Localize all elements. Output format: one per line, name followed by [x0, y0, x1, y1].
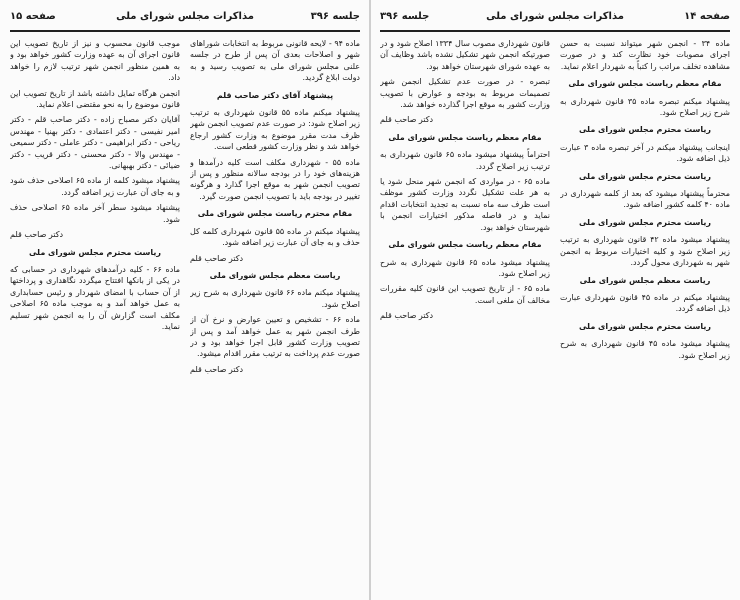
paragraph: ماده ۶۶ - تشخیص و تعیین عوارض و نرخ آن از طرف انجمن شهر به عمل خواهد آمد و پس از تصویب وزارت کشور قابل اجرا خواهد بود و در صورت عدم پرداخت به ترتیب مقرر اقدام میشود. — [190, 315, 360, 359]
section-heading: ریاست معظم مجلس شورای ملی — [579, 275, 711, 285]
paragraph: ماده ۳۴ - انجمن شهر میتواند نسبت به حسن اجرای مصوبات خود نظارت کند و در صورت مشاهده تخلف مراتب را کتباً به شهردار اعلام نماید. — [560, 39, 730, 71]
paragraph: ماده ۶۶ - کلیه درآمدهای شهرداری در حسابی که در یکی از بانکها افتتاح میگردد نگاهداری و پرداختها از آن حساب با امضای شهردار و رئیس حسابداری به عمل خواهد آمد و به موجب ماده ۶۵ اصلاحی مکلف است گزارش آن را به انجمن شهر تسلیم نماید. — [10, 264, 180, 331]
right-page-running-title: مذاکرات مجلس شورای ملی — [486, 11, 624, 22]
section-heading: ریاست محترم مجلس شورای ملی — [578, 321, 712, 331]
section-heading: مقام معظم ریاست مجلس شورای ملی — [388, 132, 542, 142]
paragraph: ماده ۶۵ - از تاریخ تصویب این قانون کلیه مقررات مخالف آن ملغی است. — [380, 284, 550, 305]
paragraph: پیشنهاد میکنم ماده ۵۵ قانون شهرداری به ترتیب زیر اصلاح شود: در صورت عدم تصویب انجمن شهر ظرف مدت مقرر موضوع به وزارت کشور ارجاع خواهد شد و نظر وزارت کشور قطعی است. — [190, 108, 360, 152]
section-heading: ریاست محترم مجلس شورای ملی — [28, 247, 162, 257]
signature-line: دکتر صاحب قلم — [380, 115, 434, 125]
paragraph: موجب قانون محسوب و نیز از تاریخ تصویب این قانون اجرای آن به عهده وزارت کشور خواهد بود و به همین منظور انجمن شهر ترتیب لازم را خواهد داد. — [10, 39, 180, 83]
section-heading: ریاست محترم مجلس شورای ملی — [578, 171, 712, 181]
right-page-header — [380, 8, 730, 32]
section-heading: ریاست معظم مجلس شورای ملی — [209, 270, 341, 280]
paragraph: پیشنهاد میکنم ماده ۶۶ قانون شهرداری به شرح زیر اصلاح شود. — [190, 288, 360, 309]
left-page-number: صفحه ۱۵ — [10, 11, 56, 22]
paragraph: احتراماً پیشنهاد میشود ماده ۶۵ قانون شهرداری به ترتیب زیر اصلاح گردد. — [380, 150, 550, 171]
section-heading: مقام معظم ریاست مجلس شورای ملی — [568, 79, 722, 89]
section-heading: پیشنهاد آقای دکتر صاحب قلم — [216, 90, 334, 100]
right-page-session: جلسه ۳۹۶ — [380, 11, 430, 22]
section-heading: ریاست محترم مجلس شورای ملی — [578, 125, 712, 135]
paragraph: پیشنهاد میکنم در ماده ۵۵ قانون شهرداری کلمه کل حذف و به جای آن عبارت زیر اضافه شود. — [190, 226, 360, 248]
section-heading: مقام محترم ریاست مجلس شورای ملی — [197, 209, 353, 219]
paragraph: ماده ۵۵ - شهرداری مکلف است کلیه درآمدها و هزینه‌های خود را در بودجه سالانه منظور و پس از تصویب انجمن شهر به موقع اجرا گذارد و هرگونه تغییر در بودجه باید با تصویب انجمن صورت گیرد. — [190, 157, 360, 201]
paragraph: پیشنهاد میکنم تبصره ماده ۳۵ قانون شهرداری به شرح زیر اصلاح شود. — [560, 96, 730, 118]
right-page-number: صفحه ۱۴ — [684, 11, 730, 22]
right-page — [370, 0, 740, 600]
right-page-column-left — [380, 38, 550, 598]
paragraph: تبصره - در صورت عدم تشکیل انجمن شهر تصمیمات مربوط به بودجه و عوارض با تصویب وزارت کشور به موقع اجرا گذارده خواهد شد. — [380, 77, 550, 110]
right-page-column-right — [560, 38, 730, 598]
paragraph: ماده ۹۴ - لایحه قانونی مربوط به انتخابات شوراهای شهر و اصلاحات بعدی آن پس از طرح در جلسه علنی مجلس شورای ملی به تصویب رسید و به دولت ابلاغ گردید. — [190, 39, 360, 83]
paragraph: انجمن هرگاه تمایل داشته باشد از تاریخ تصویب این قانون موضوع را به نحو مقتضی اعلام نماید. — [10, 88, 180, 110]
left-page-session: جلسه ۳۹۶ — [310, 11, 360, 22]
signature-line: دکتر صاحب قلم — [190, 364, 244, 374]
paragraph: آقایان دکتر مصباح زاده - دکتر صاحب قلم - دکتر امیر نفیسی - دکتر اعتمادی - دکتر بهنیا - مهندس ریاحی - دکتر ابراهیمی - دکتر عاملی - دکتر سمیعی - مهندس والا - دکتر محسنی - دکتر قریب - دکتر ضیائی - دکتر بهبهانی. — [10, 115, 180, 171]
paragraph: پیشنهاد میشود کلمه از ماده ۶۵ اصلاحی حذف شود و به جای آن عبارت زیر اضافه گردد. — [10, 176, 180, 197]
paragraph: پیشنهاد میشود ماده ۴۵ قانون شهرداری به شرح زیر اصلاح شود. — [560, 339, 730, 360]
signature-line: دکتر صاحب قلم — [10, 230, 64, 240]
left-page-column-right — [190, 38, 360, 598]
paragraph: پیشنهاد میشود ماده ۴۲ قانون شهرداری به ترتیب زیر اصلاح شود و کلیه اختیارات مربوط به انجمن شهر به شهرداری محول گردد. — [560, 235, 730, 268]
paragraph: ماده ۶۵ - در مواردی که انجمن شهر منحل شود یا به هر علت تشکیل نگردد وزارت کشور موظف است ظرف سه ماه نسبت به تجدید انتخابات اقدام نماید و در فاصله مذکور اختیارات انجمن با شهرستان خواهد بود. — [380, 177, 550, 232]
signature-line: دکتر صاحب قلم — [190, 253, 244, 263]
paragraph: محترماً پیشنهاد میشود که بعد از کلمه شهرداری در ماده ۴۰ کلمه کشور اضافه شود. — [560, 189, 730, 210]
left-page-running-title: مذاکرات مجلس شورای ملی — [116, 11, 254, 22]
signature-line: دکتر صاحب قلم — [380, 311, 434, 321]
paragraph: اینجانب پیشنهاد میکنم در آخر تبصره ماده ۳ عبارت ذیل اضافه شود. — [560, 142, 730, 164]
left-page-column-left — [10, 38, 180, 598]
section-heading: ریاست محترم مجلس شورای ملی — [578, 217, 712, 227]
paragraph: قانون شهرداری مصوب سال ۱۳۳۴ اصلاح شود و در صورتیکه انجمن شهر تشکیل نشده باشد وظایف آن به عهده شورای شهرستان خواهد بود. — [380, 39, 550, 71]
paragraph: پیشنهاد میکنم در ماده ۴۵ قانون شهرداری عبارت ذیل اضافه گردد. — [560, 292, 730, 314]
section-heading: مقام معظم ریاست مجلس شورای ملی — [388, 240, 542, 250]
paragraph: پیشنهاد میشود ماده ۶۵ قانون شهرداری به شرح زیر اصلاح شود. — [380, 257, 550, 278]
paragraph: پیشنهاد میشود سطر آخر ماده ۶۵ اصلاحی حذف شود. — [10, 203, 180, 224]
left-page-header — [10, 8, 360, 32]
